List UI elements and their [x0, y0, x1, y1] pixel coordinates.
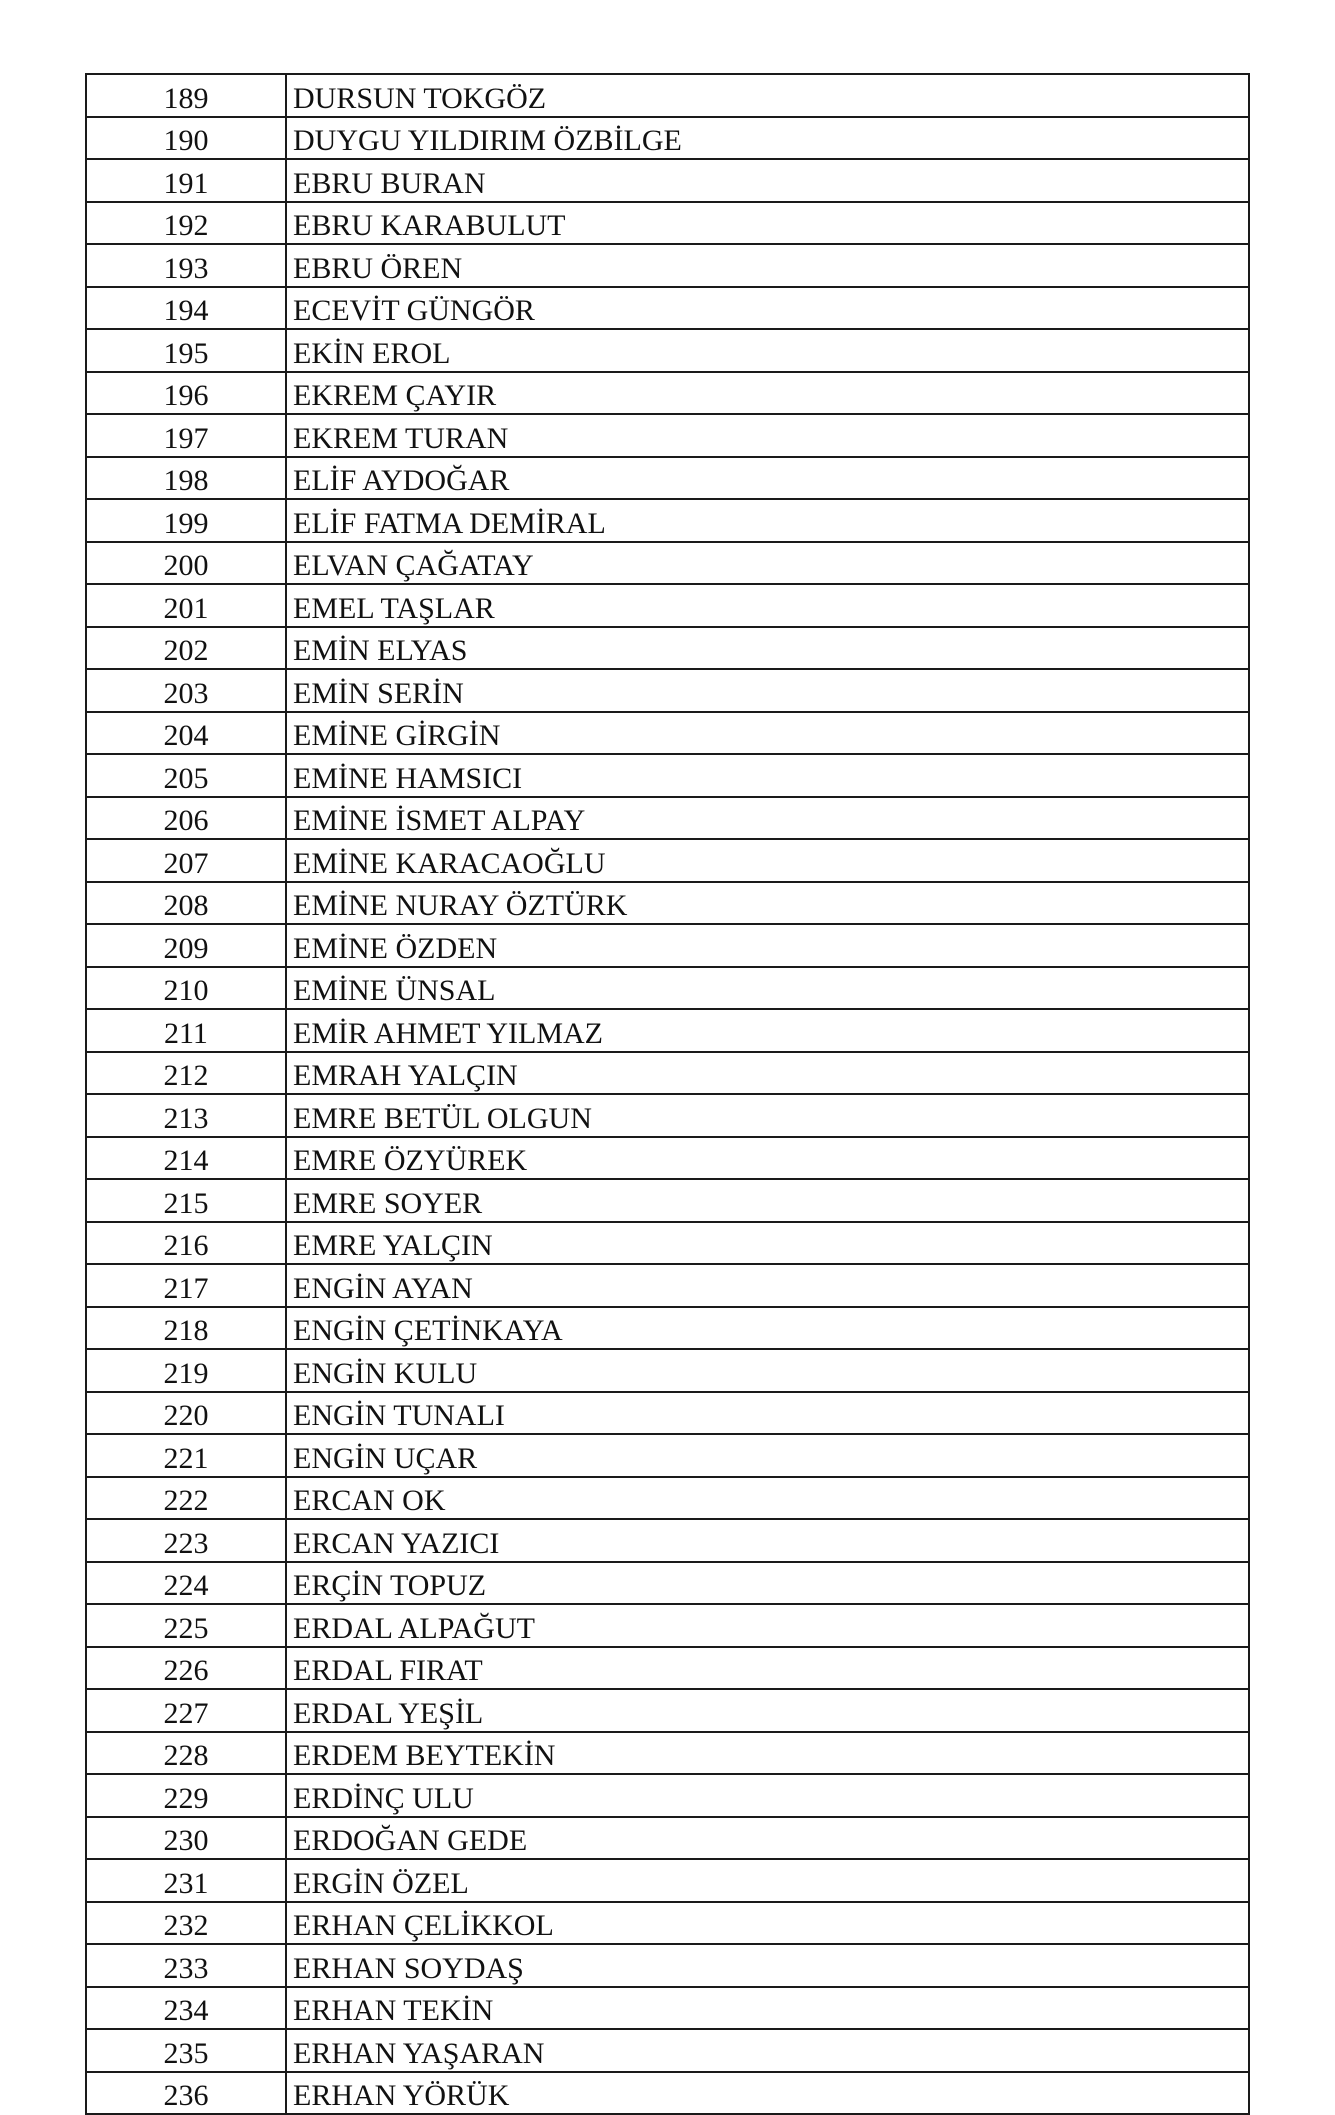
person-name: ERDOĞAN GEDE — [286, 1817, 1249, 1860]
person-name: ERDAL FIRAT — [286, 1647, 1249, 1690]
row-number: 219 — [86, 1349, 286, 1392]
table-row — [86, 499, 1249, 542]
row-number: 195 — [86, 329, 286, 372]
person-name: EBRU ÖREN — [286, 244, 1249, 287]
row-number: 194 — [86, 287, 286, 330]
table-row — [86, 1477, 1249, 1520]
row-number: 234 — [86, 1987, 286, 2030]
person-name: ERDEM BEYTEKİN — [286, 1732, 1249, 1775]
table-row — [86, 797, 1249, 840]
person-name: EMİN SERİN — [286, 669, 1249, 712]
table-row — [86, 1222, 1249, 1265]
row-number: 203 — [86, 669, 286, 712]
row-number: 231 — [86, 1859, 286, 1902]
row-number: 198 — [86, 457, 286, 500]
person-name: EBRU KARABULUT — [286, 202, 1249, 245]
table-row — [86, 1604, 1249, 1647]
person-name: EMİNE KARACAOĞLU — [286, 839, 1249, 882]
row-number: 235 — [86, 2029, 286, 2072]
table-row — [86, 882, 1249, 925]
table-row — [86, 74, 1249, 117]
table-row — [86, 202, 1249, 245]
person-name: EMİNE ÖZDEN — [286, 924, 1249, 967]
person-name: ECEVİT GÜNGÖR — [286, 287, 1249, 330]
row-number: 227 — [86, 1689, 286, 1732]
table-row — [86, 1859, 1249, 1902]
table-row — [86, 924, 1249, 967]
row-number: 204 — [86, 712, 286, 755]
table-row — [86, 1009, 1249, 1052]
row-number: 217 — [86, 1264, 286, 1307]
row-number: 223 — [86, 1519, 286, 1562]
row-number: 236 — [86, 2072, 286, 2115]
row-number: 218 — [86, 1307, 286, 1350]
row-number: 192 — [86, 202, 286, 245]
row-number: 199 — [86, 499, 286, 542]
person-name: ENGİN TUNALI — [286, 1392, 1249, 1435]
table-row — [86, 1094, 1249, 1137]
row-number: 189 — [86, 74, 286, 117]
table-row — [86, 839, 1249, 882]
row-number: 207 — [86, 839, 286, 882]
table-row — [86, 1562, 1249, 1605]
person-name: EMİR AHMET YILMAZ — [286, 1009, 1249, 1052]
table-row — [86, 1052, 1249, 1095]
table-row — [86, 1817, 1249, 1860]
person-name: EKİN EROL — [286, 329, 1249, 372]
person-name: ENGİN KULU — [286, 1349, 1249, 1392]
table-row — [86, 1264, 1249, 1307]
person-name: ENGİN ÇETİNKAYA — [286, 1307, 1249, 1350]
person-name: EMİNE İSMET ALPAY — [286, 797, 1249, 840]
table-row — [86, 1647, 1249, 1690]
person-name: EMRE YALÇIN — [286, 1222, 1249, 1265]
row-number: 209 — [86, 924, 286, 967]
person-name: DURSUN TOKGÖZ — [286, 74, 1249, 117]
row-number: 206 — [86, 797, 286, 840]
row-number: 225 — [86, 1604, 286, 1647]
person-name: ERHAN TEKİN — [286, 1987, 1249, 2030]
person-name: EMİNE GİRGİN — [286, 712, 1249, 755]
table-row — [86, 1944, 1249, 1987]
person-name: ERHAN YÖRÜK — [286, 2072, 1249, 2115]
table-row — [86, 414, 1249, 457]
row-number: 229 — [86, 1774, 286, 1817]
table-row — [86, 244, 1249, 287]
table-row — [86, 1519, 1249, 1562]
person-name: ELİF AYDOĞAR — [286, 457, 1249, 500]
table-row — [86, 1434, 1249, 1477]
table-row — [86, 117, 1249, 160]
row-number: 226 — [86, 1647, 286, 1690]
person-name: ENGİN UÇAR — [286, 1434, 1249, 1477]
person-name: EMEL TAŞLAR — [286, 584, 1249, 627]
person-name: ELVAN ÇAĞATAY — [286, 542, 1249, 585]
table-row — [86, 2029, 1249, 2072]
row-number: 212 — [86, 1052, 286, 1095]
row-number: 190 — [86, 117, 286, 160]
row-number: 197 — [86, 414, 286, 457]
table-row — [86, 584, 1249, 627]
table-row — [86, 1774, 1249, 1817]
table-row — [86, 329, 1249, 372]
row-number: 202 — [86, 627, 286, 670]
row-number: 211 — [86, 1009, 286, 1052]
person-name: ERDAL YEŞİL — [286, 1689, 1249, 1732]
person-name: EMİNE ÜNSAL — [286, 967, 1249, 1010]
person-name: EKREM ÇAYIR — [286, 372, 1249, 415]
person-name: ERCAN YAZICI — [286, 1519, 1249, 1562]
person-name: ERDAL ALPAĞUT — [286, 1604, 1249, 1647]
table-row — [86, 1137, 1249, 1180]
row-number: 224 — [86, 1562, 286, 1605]
table-row — [86, 1732, 1249, 1775]
person-name: ERHAN YAŞARAN — [286, 2029, 1249, 2072]
table-row — [86, 287, 1249, 330]
table-row — [86, 754, 1249, 797]
person-name: ERCAN OK — [286, 1477, 1249, 1520]
table-row — [86, 1307, 1249, 1350]
person-name: EMİNE NURAY ÖZTÜRK — [286, 882, 1249, 925]
row-number: 230 — [86, 1817, 286, 1860]
person-name: ERGİN ÖZEL — [286, 1859, 1249, 1902]
person-name: ENGİN AYAN — [286, 1264, 1249, 1307]
table-row — [86, 712, 1249, 755]
table-row — [86, 542, 1249, 585]
row-number: 200 — [86, 542, 286, 585]
table-row — [86, 372, 1249, 415]
row-number: 232 — [86, 1902, 286, 1945]
person-name: EMRE SOYER — [286, 1179, 1249, 1222]
row-number: 213 — [86, 1094, 286, 1137]
person-name: ELİF FATMA DEMİRAL — [286, 499, 1249, 542]
person-name: DUYGU YILDIRIM ÖZBİLGE — [286, 117, 1249, 160]
table-body — [86, 74, 1249, 2114]
row-number: 220 — [86, 1392, 286, 1435]
table-row — [86, 1392, 1249, 1435]
table-row — [86, 967, 1249, 1010]
table-row — [86, 1179, 1249, 1222]
row-number: 196 — [86, 372, 286, 415]
person-name: EMİN ELYAS — [286, 627, 1249, 670]
row-number: 215 — [86, 1179, 286, 1222]
person-name: ERÇİN TOPUZ — [286, 1562, 1249, 1605]
table-row — [86, 1902, 1249, 1945]
table-row — [86, 159, 1249, 202]
table-row — [86, 627, 1249, 670]
row-number: 210 — [86, 967, 286, 1010]
person-name: EMİNE HAMSICI — [286, 754, 1249, 797]
row-number: 222 — [86, 1477, 286, 1520]
row-number: 205 — [86, 754, 286, 797]
person-name: ERHAN ÇELİKKOL — [286, 1902, 1249, 1945]
row-number: 208 — [86, 882, 286, 925]
table-row — [86, 457, 1249, 500]
person-name: EMRE BETÜL OLGUN — [286, 1094, 1249, 1137]
table-row — [86, 1987, 1249, 2030]
row-number: 191 — [86, 159, 286, 202]
row-number: 201 — [86, 584, 286, 627]
person-name: EKREM TURAN — [286, 414, 1249, 457]
person-name: ERHAN SOYDAŞ — [286, 1944, 1249, 1987]
person-name: EMRAH YALÇIN — [286, 1052, 1249, 1095]
row-number: 193 — [86, 244, 286, 287]
row-number: 214 — [86, 1137, 286, 1180]
row-number: 221 — [86, 1434, 286, 1477]
person-name: ERDİNÇ ULU — [286, 1774, 1249, 1817]
table-row — [86, 1689, 1249, 1732]
person-name: EBRU BURAN — [286, 159, 1249, 202]
name-list-table — [85, 73, 1250, 2115]
table-row — [86, 2072, 1249, 2115]
person-name: EMRE ÖZYÜREK — [286, 1137, 1249, 1180]
row-number: 233 — [86, 1944, 286, 1987]
row-number: 228 — [86, 1732, 286, 1775]
row-number: 216 — [86, 1222, 286, 1265]
table-row — [86, 669, 1249, 712]
table-row — [86, 1349, 1249, 1392]
